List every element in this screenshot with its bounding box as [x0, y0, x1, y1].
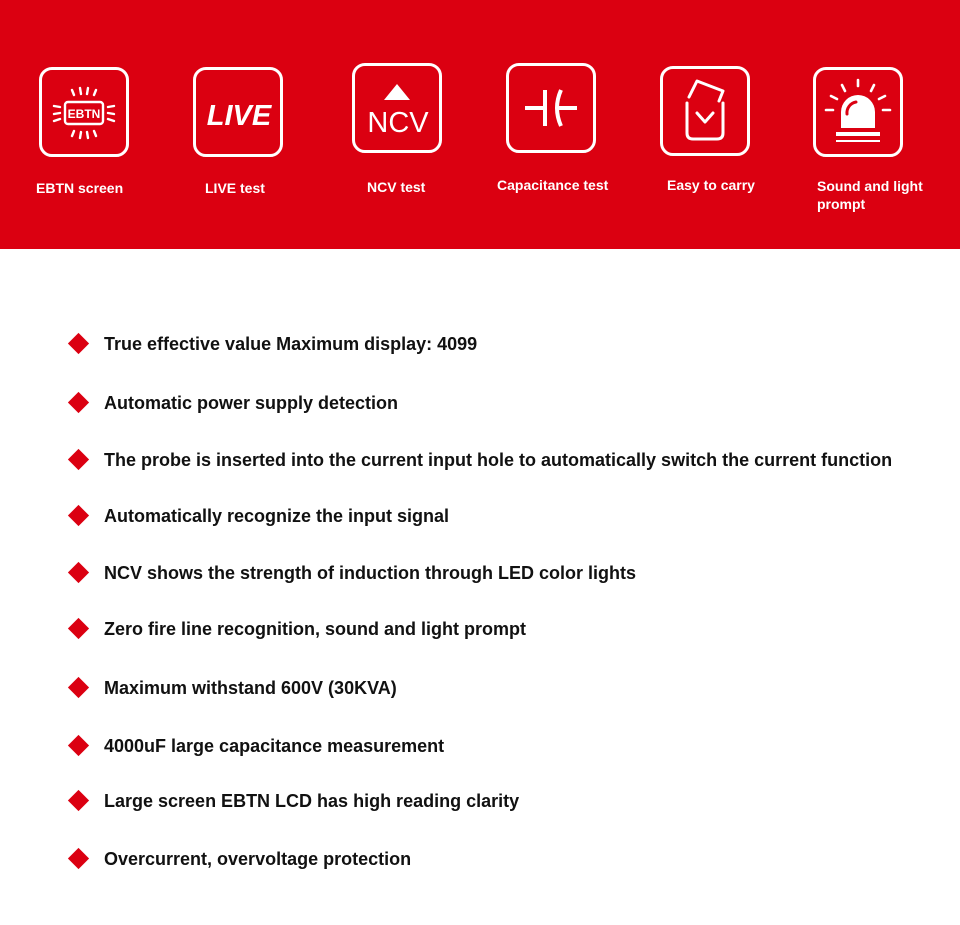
alarm-light-icon	[813, 67, 903, 157]
bullet-text: NCV shows the strength of induction through LED color lights	[104, 563, 636, 583]
live-test-icon	[193, 67, 283, 157]
bullet-diamond-icon	[68, 392, 89, 413]
ebtn-icon-text: EBTN	[67, 107, 101, 121]
ncv-icon-text: NCV	[367, 107, 429, 139]
capacitance-icon	[506, 63, 596, 153]
live-icon-text: LIVE	[206, 100, 272, 132]
features-banner	[0, 0, 960, 249]
bullet-diamond-icon	[68, 735, 89, 756]
feature-label-sound-light	[817, 177, 923, 213]
bullet-diamond-icon	[68, 618, 89, 639]
feature-label-capacitance: Capacitance test	[497, 177, 609, 193]
bullet-diamond-icon	[68, 505, 89, 526]
carry-case-icon	[660, 66, 750, 156]
bullet-text: Automatically recognize the input signal	[104, 506, 450, 526]
bullet-text: Automatic power supply detection	[104, 393, 399, 413]
bullet-diamond-icon	[68, 677, 89, 698]
bullet-diamond-icon	[68, 848, 89, 869]
feature-label-carry: Easy to carry	[667, 177, 755, 193]
bullet-text: 4000uF large capacitance measurement	[104, 736, 445, 756]
bullet-text: True effective value Maximum display: 4099	[104, 334, 478, 354]
bullet-diamond-icon	[68, 562, 89, 583]
bullet-text: Large screen EBTN LCD has high reading clarity	[104, 791, 520, 811]
feature-label-live: LIVE test	[205, 180, 265, 196]
bullet-diamond-icon	[68, 333, 89, 354]
bullet-diamond-icon	[68, 790, 89, 811]
bullet-text: Maximum withstand 600V (30KVA)	[104, 678, 397, 698]
bullet-text: The probe is inserted into the current input hole to automatically switch the current function	[104, 450, 893, 470]
feature-label-ncv: NCV test	[367, 179, 426, 195]
bullet-diamond-icon	[68, 449, 89, 470]
feature-label-sound-light-line1: Sound and light	[817, 178, 923, 194]
feature-label-sound-light-line2: prompt	[817, 196, 866, 212]
bullet-text: Zero fire line recognition, sound and light prompt	[104, 619, 526, 639]
ncv-test-icon	[352, 63, 442, 153]
ebtn-screen-icon	[39, 67, 129, 157]
feature-label-ebtn: EBTN screen	[36, 180, 124, 196]
bullet-text: Overcurrent, overvoltage protection	[104, 849, 412, 869]
